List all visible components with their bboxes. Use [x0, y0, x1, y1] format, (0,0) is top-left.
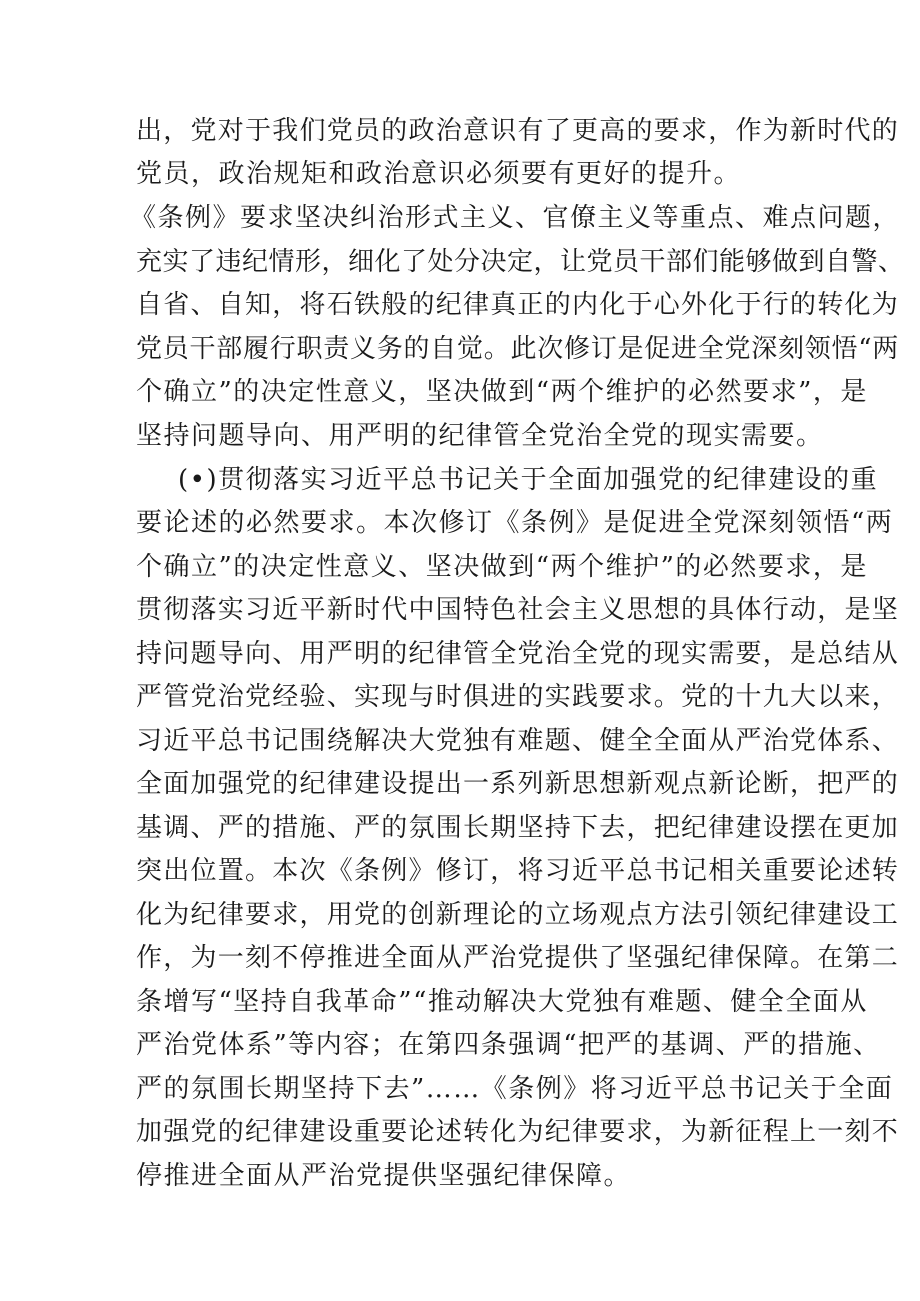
paragraph-3-line-10: 突出位置。本次《条例》修订，将习近平总书记相关重要论述转 — [136, 856, 900, 886]
paragraph-3-line-4: 贯彻落实习近平新时代中国特色社会主义思想的具体行动，是坚 — [136, 595, 900, 625]
paragraph-3-line-1: (•)贯彻落实习近平总书记关于全面加强党的纪律建设的重 — [178, 465, 879, 495]
paragraph-2-line-5: 个确立”的决定性意义，坚决做到“两个维护的必然要求”，是 — [136, 377, 868, 407]
paragraph-3-line-13: 条增写“坚持自我革命”“推动解决大党独有难题、健全全面从 — [136, 987, 868, 1017]
paragraph-3-line-6: 严管党治党经验、实现与时俱进的实践要求。党的十九大以来， — [136, 682, 900, 712]
paragraph-3-line-17: 停推进全面从严治党提供坚强纪律保障。 — [136, 1161, 632, 1191]
paragraph-2-line-2: 充实了违纪情形，细化了处分决定，让党员干部们能够做到自警、 — [136, 247, 905, 277]
paragraph-2-line-3: 自省、自知，将石铁般的纪律真正的内化于心外化于行的转化为 — [136, 290, 900, 320]
paragraph-3-line-8: 全面加强党的纪律建设提出一系列新思想新观点新论断，把严的 — [136, 769, 900, 799]
paragraph-3-line-15: 严的氛围长期坚持下去”……《条例》将习近平总书记关于全面 — [136, 1074, 894, 1104]
paragraph-3-line-5: 持问题导向、用严明的纪律管全党治全党的现实需要，是总结从 — [136, 639, 900, 669]
paragraph-3-line-9: 基调、严的措施、严的氛围长期坚持下去，把纪律建设摆在更加 — [136, 813, 900, 843]
paragraph-3-line-2: 要论述的必然要求。本次修订《条例》是促进全党深刻领悟“两 — [136, 508, 894, 538]
paragraph-3-line-3: 个确立”的决定性意义、坚决做到“两个维护”的必然要求，是 — [136, 552, 868, 582]
paragraph-3-line-14: 严治党体系”等内容；在第四条强调“把严的基调、严的措施、 — [136, 1030, 881, 1060]
paragraph-3-line-11: 化为纪律要求，用党的创新理论的立场观点方法引领纪律建设工 — [136, 900, 900, 930]
paragraph-3-line-7: 习近平总书记围绕解决大党独有难题、健全全面从严治党体系、 — [136, 726, 900, 756]
paragraph-2-line-1: 《条例》要求坚决纠治形式主义、官僚主义等重点、难点问题， — [130, 203, 901, 233]
paragraph-2-line-4: 党员干部履行职责义务的自觉。此次修订是促进全党深刻领悟“两 — [136, 334, 900, 364]
paragraph-1-line-1: 出，党对于我们党员的政治意识有了更高的要求，作为新时代的 — [136, 116, 900, 146]
paragraph-3-line-12: 作，为一刻不停推进全面从严治党提供了坚强纪律保障。在第二 — [136, 943, 900, 973]
paragraph-3-line-16: 加强党的纪律建设重要论述转化为纪律要求，为新征程上一刻不 — [136, 1117, 900, 1147]
paragraph-1-line-2: 党员，政治规矩和政治意识必须要有更好的提升。 — [136, 159, 742, 189]
paragraph-2-line-6: 坚持问题导向、用严明的纪律管全党治全党的现实需要。 — [136, 421, 824, 451]
